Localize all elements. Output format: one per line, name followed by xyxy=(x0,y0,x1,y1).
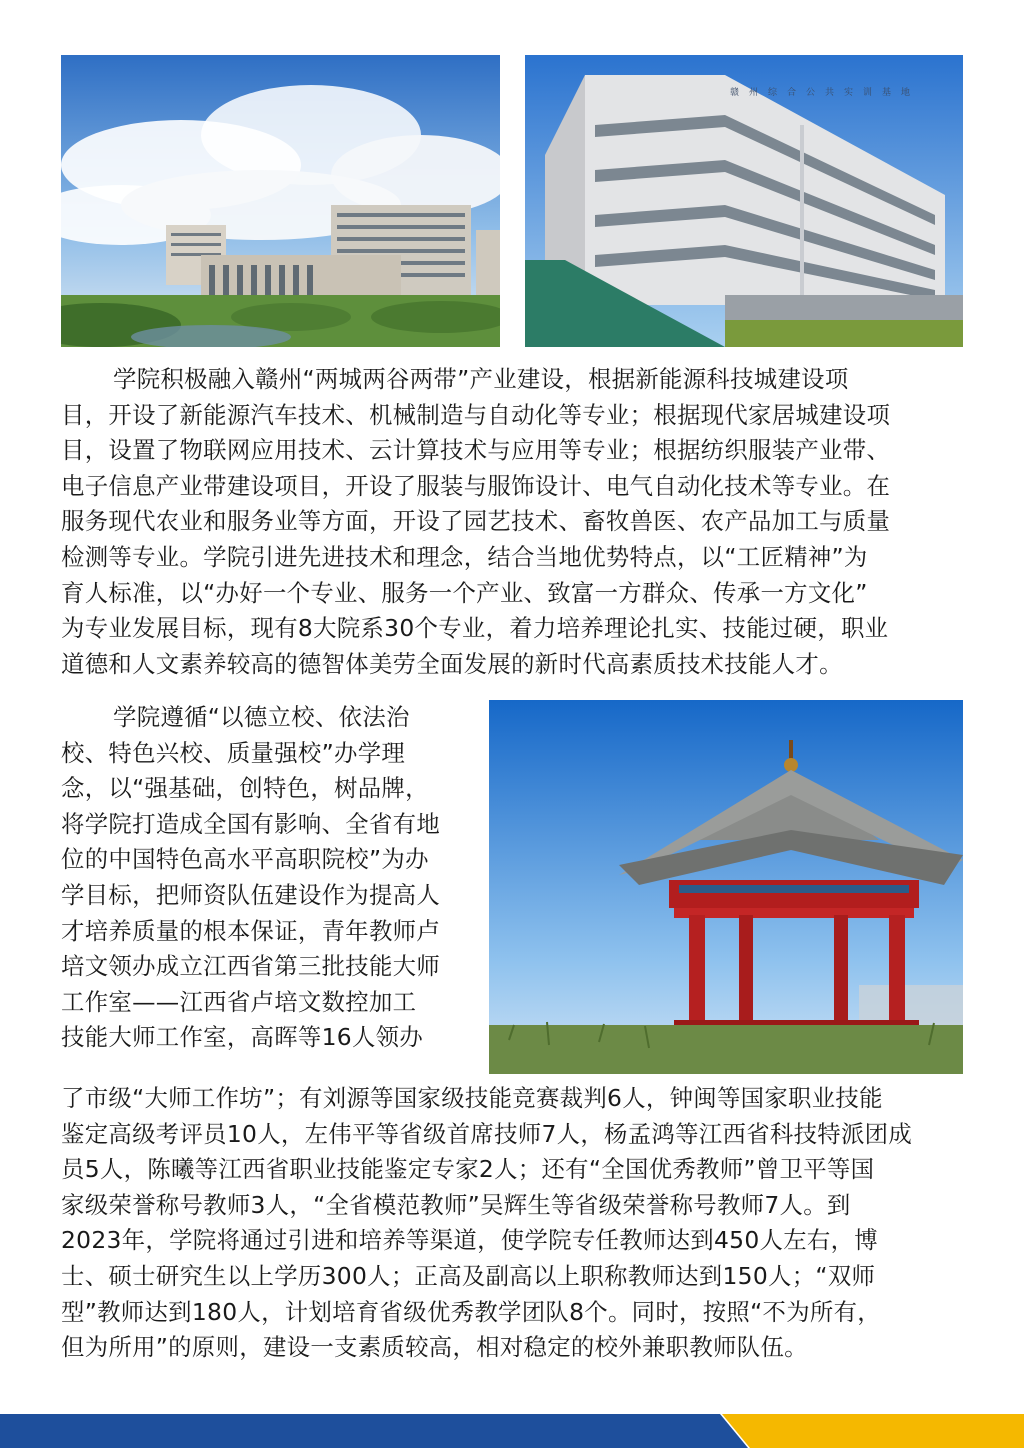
text-line: 校、特色兴校、质量强校”办学理 xyxy=(61,738,406,767)
text-line: 电子信息产业带建设项目，开设了服装与服饰设计、电气自动化技术等专业。在 xyxy=(61,471,891,500)
footer-yellow-stripe xyxy=(722,1414,1024,1448)
text-line: 才培养质量的根本保证，青年教师卢 xyxy=(61,916,441,945)
faculty-paragraph xyxy=(61,1081,963,1366)
intro-paragraph xyxy=(61,362,963,682)
text-line: 育人标准，以“办好一个专业、服务一个产业、致富一方群众、传承一方文化” xyxy=(61,578,868,607)
text-line: 将学院打造成全国有影响、全省有地 xyxy=(61,809,441,838)
text-line: 技能大师工作室，高晖等16人领办 xyxy=(61,1023,424,1052)
campus-buildings-photo xyxy=(61,55,500,347)
text-line: 服务现代农业和服务业等方面，开设了园艺技术、畜牧兽医、农产品加工与质量 xyxy=(61,507,891,536)
text-line: 2023年，学院将通过引进和培养等渠道，使学院专任教师达到450人左右，博 xyxy=(61,1226,878,1255)
text-line: 家级荣誉称号教师3人，“全省模范教师”吴辉生等省级荣誉称号教师7人。到 xyxy=(61,1190,851,1219)
training-building-photo xyxy=(525,55,963,347)
text-line: 位的中国特色高水平高职院校”为办 xyxy=(61,845,429,874)
footer-band xyxy=(0,1414,1024,1448)
text-line: 型”教师达到180人，计划培育省级优秀教学团队8个。同时，按照“不为所有， xyxy=(61,1297,881,1326)
svg-text:赣州综合公共实训基地: 赣州综合公共实训基地 xyxy=(730,88,921,98)
text-line: 目，设置了物联网应用技术、云计算技术与应用等专业；根据纺织服装产业带、 xyxy=(61,436,891,465)
philosophy-paragraph xyxy=(61,700,471,1056)
text-line: 工作室——江西省卢培文数控加工 xyxy=(61,987,417,1016)
text-line: 培文领办成立江西省第三批技能大师 xyxy=(61,952,441,981)
text-line: 为专业发展目标，现有8大院系30个专业，着力培养理论扎实、技能过硬，职业 xyxy=(61,614,889,643)
text-line: 但为所用”的原则，建设一支素质较高，相对稳定的校外兼职教师队伍。 xyxy=(61,1333,808,1362)
text-line: 检测等专业。学院引进先进技术和理念，结合当地优势特点，以“工匠精神”为 xyxy=(61,542,868,571)
text-line: 学院积极融入赣州“两城两谷两带”产业建设，根据新能源科技城建设项 xyxy=(113,365,849,393)
text-line: 士、硕士研究生以上学历300人；正高及副高以上职称教师达到150人；“双师 xyxy=(61,1261,876,1290)
text-line: 员5人，陈曦等江西省职业技能鉴定专家2人；还有“全国优秀教师”曾卫平等国 xyxy=(61,1155,875,1184)
text-line: 了市级“大师工作坊”；有刘源等国家级技能竞赛裁判6人，钟闽等国家职业技能 xyxy=(61,1084,883,1112)
red-pavilion-photo xyxy=(489,700,963,1074)
text-line: 鉴定高级考评员10人，左伟平等省级首席技师7人，杨孟鸿等江西省科技特派团成 xyxy=(61,1119,913,1148)
text-line: 念，以“强基础，创特色，树品牌， xyxy=(61,774,429,803)
footer-blue-stripe xyxy=(0,1414,748,1448)
text-line: 道德和人文素养较高的德智体美劳全面发展的新时代高素质技术技能人才。 xyxy=(61,649,843,678)
text-line: 学院遵循“以德立校、依法治 xyxy=(113,703,410,731)
text-line: 目，开设了新能源汽车技术、机械制造与自动化等专业；根据现代家居城建设项 xyxy=(61,400,891,429)
text-line: 学目标，把师资队伍建设作为提高人 xyxy=(61,880,441,909)
